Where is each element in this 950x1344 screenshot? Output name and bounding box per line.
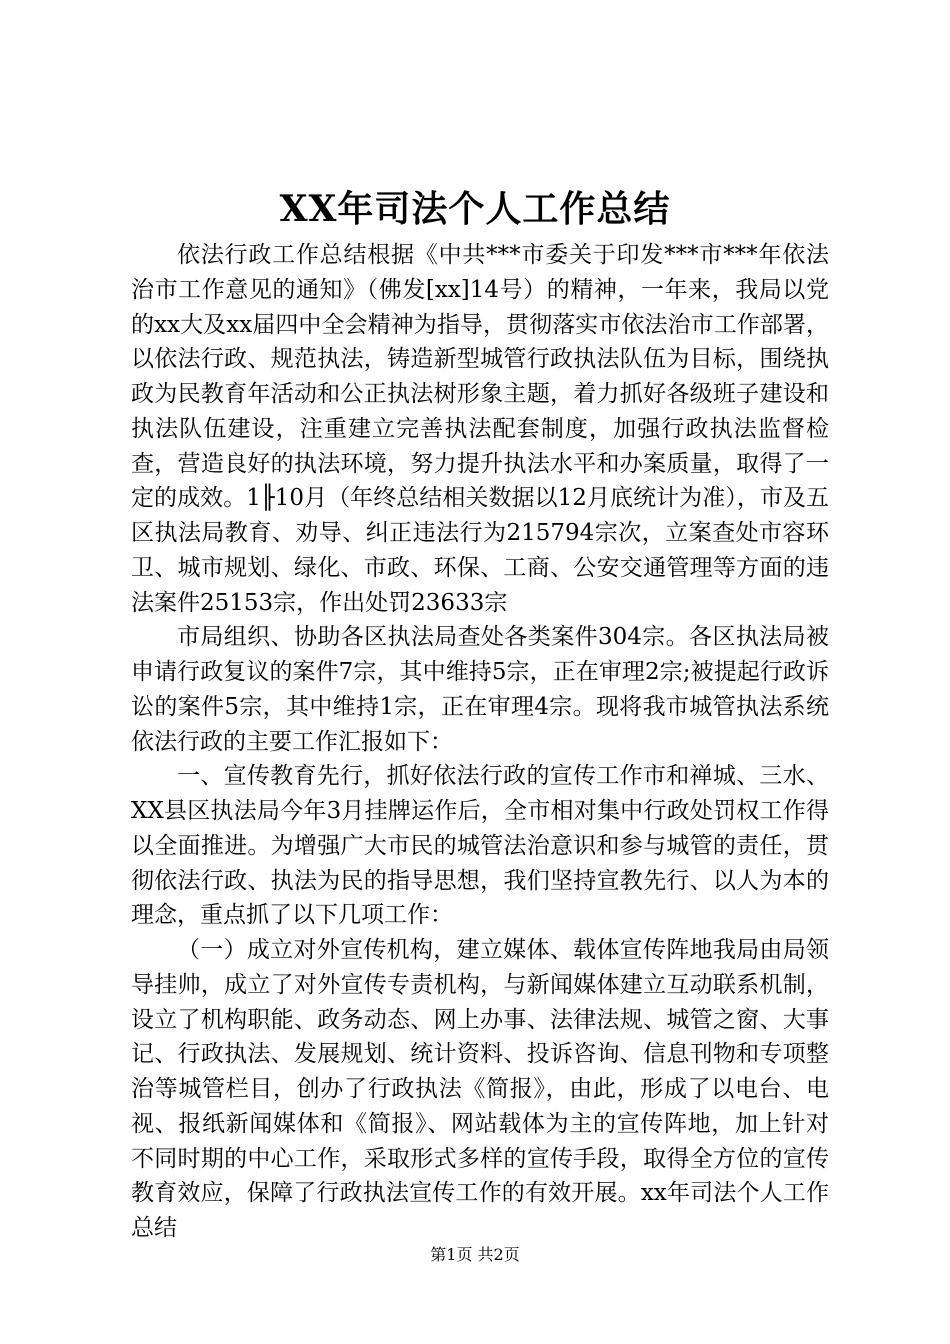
paragraph: 依法行政工作总结根据《中共***市委关于印发***市***年依法治市工作意见的通知》（佛发[xx]14号）的精神，一年来，我局以党的xx大及xx届四中全会精神为指导，贯彻落实市依法治市工作部署，以依法行政、规范执法，铸造新型城管行政执法队伍为目标，围绕执政为民教育年活动和公正执法树形象主题，着力抓好各级班子建设和执法队伍建设，注重建立完善执法配套制度，加强行政执法监督检查，营造良好的执法环境，努力提升执法水平和办案质量，取得了一定的成效。1╟10月（年终总结相关数据以12月底统计为准），市及五区执法局教育、劝导、纠正违法行为215794宗次，立案查处市容环卫、城市规划、绿化、市政、环保、工商、公安交通管理等方面的违法案件25153宗，作出处罚23633宗	[131, 242, 829, 616]
page-number: 第1页 共2页	[430, 1245, 520, 1264]
paragraph: 一、宣传教育先行，抓好依法行政的宣传工作市和禅城、三水、XX县区执法局今年3月挂牌运作后，全市相对集中行政处罚权工作得以全面推进。为增强广大市民的城管法治意识和参与城管的责任，贯彻依法行政、执法为民的指导思想，我们坚持宣教先行、以人为本的理念，重点抓了以下几项工作：	[131, 763, 829, 929]
paragraph: 市局组织、协助各区执法局查处各类案件304宗。各区执法局被申请行政复议的案件7宗，其中维持5宗，正在审理2宗;被提起行政诉讼的案件5宗，其中维持1宗，正在审理4宗。现将我市城管执法系统依法行政的主要工作汇报如下：	[131, 624, 829, 755]
paragraph: （一）成立对外宣传机构，建立媒体、载体宣传阵地我局由局领导挂帅，成立了对外宣传专责机构，与新闻媒体建立互动联系机制，设立了机构职能、政务动态、网上办事、法律法规、城管之窗、大事记、行政执法、发展规划、统计资料、投诉咨询、信息刊物和专项整治等城管栏目，创办了行政执法《简报》，由此，形成了以电台、电视、报纸新闻媒体和《简报》、网站载体为主的宣传阵地，加上针对不同时期的中心工作，采取形式多样的宣传手段，取得全方位的宣传教育效应，保障了行政执法宣传工作的有效开展。xx年司法个人工作总结	[131, 937, 829, 1241]
page-title: XX年司法个人工作总结	[279, 188, 671, 230]
document-body	[131, 238, 829, 1246]
